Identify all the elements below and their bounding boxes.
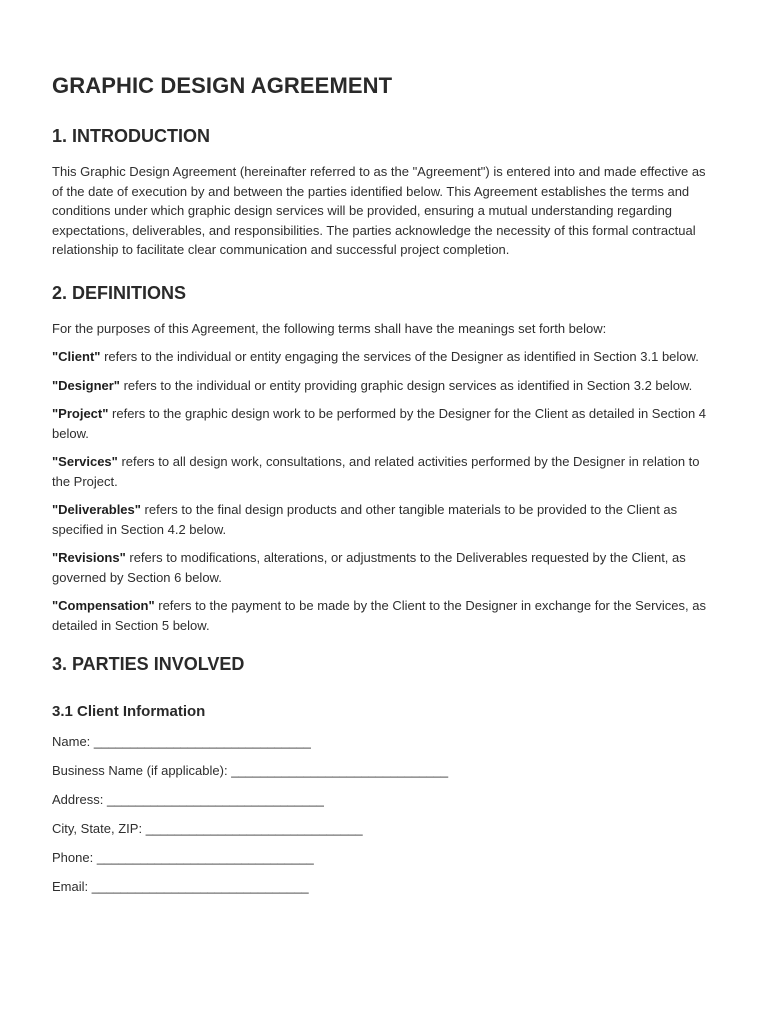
field-blank-line[interactable]: ______________________________	[231, 763, 449, 778]
introduction-paragraph: This Graphic Design Agreement (hereinafter referred to as the "Agreement") is entered into and made effective as of the date of execution by and between the parties identified below. This Agreement establishes the terms and conditions under which graphic design services will be provided, ensuring a mutual understanding regarding expectations, deliverables, and responsibilities. The parties acknowledge the necessity of this formal contractual relationship to facilitate clear communication and successful project completion.	[52, 164, 706, 257]
field-label: Business Name (if applicable):	[52, 763, 228, 778]
field-blank-line[interactable]: ______________________________	[91, 879, 309, 894]
definition-designer	[52, 376, 718, 396]
definition-term: "Services"	[52, 454, 118, 469]
client-email-field[interactable]	[52, 877, 718, 897]
definition-compensation	[52, 596, 718, 635]
definition-term: "Deliverables"	[52, 502, 141, 517]
definition-project	[52, 404, 718, 443]
section-heading-introduction: 1. INTRODUCTION	[52, 126, 211, 146]
definition-text: refers to the individual or entity engaging the services of the Designer as identified in Section 3.1 below.	[100, 349, 699, 364]
field-blank-line[interactable]: ______________________________	[93, 734, 311, 749]
definition-text: refers to the payment to be made by the Client to the Designer in exchange for the Services, as detailed in Section 5 below.	[52, 598, 706, 633]
field-blank-line[interactable]: ______________________________	[96, 850, 314, 865]
definition-revisions	[52, 548, 718, 587]
definition-text: refers to all design work, consultations, and related activities performed by the Designer in relation to the Project.	[52, 454, 700, 489]
document-title: GRAPHIC DESIGN AGREEMENT	[52, 73, 393, 98]
field-label: Phone:	[52, 850, 94, 865]
subsection-heading-client-information: 3.1 Client Information	[52, 703, 206, 720]
definition-text: refers to modifications, alterations, or adjustments to the Deliverables requested by the Client, as governed by Section 6 below.	[52, 550, 686, 585]
field-blank-line[interactable]: ______________________________	[106, 792, 324, 807]
definition-term: "Client"	[52, 349, 101, 364]
definition-term: "Project"	[52, 406, 109, 421]
definition-term: "Compensation"	[52, 598, 155, 613]
client-city-state-zip-field[interactable]	[52, 819, 718, 839]
definition-services	[52, 452, 718, 491]
client-phone-field[interactable]	[52, 848, 718, 868]
definition-text: refers to the individual or entity providing graphic design services as identified in Section 3.2 below.	[119, 377, 693, 393]
client-business-name-field[interactable]	[52, 761, 718, 781]
definitions-intro: For the purposes of this Agreement, the following terms shall have the meanings set forth below:	[52, 320, 607, 336]
definition-deliverables	[52, 500, 718, 539]
definition-term: "Designer"	[52, 377, 120, 393]
field-label: Address:	[52, 792, 104, 807]
client-name-field[interactable]	[52, 732, 718, 752]
field-label: Name:	[52, 734, 91, 749]
section-heading-definitions: 2. DEFINITIONS	[52, 282, 187, 303]
definition-text: refers to the final design products and other tangible materials to be provided to the Client as specified in Section 4.2 below.	[52, 502, 678, 537]
field-label: City, State, ZIP:	[52, 821, 143, 836]
client-address-field[interactable]	[52, 790, 718, 810]
client-information-fields	[52, 732, 718, 897]
section-heading-parties: 3. PARTIES INVOLVED	[52, 654, 245, 674]
definition-text: refers to the graphic design work to be performed by the Designer for the Client as detailed in Section 4 below.	[52, 406, 707, 441]
definition-client	[52, 347, 718, 367]
field-label: Email:	[52, 879, 89, 894]
definition-term: "Revisions"	[52, 550, 126, 565]
field-blank-line[interactable]: ______________________________	[145, 821, 363, 836]
